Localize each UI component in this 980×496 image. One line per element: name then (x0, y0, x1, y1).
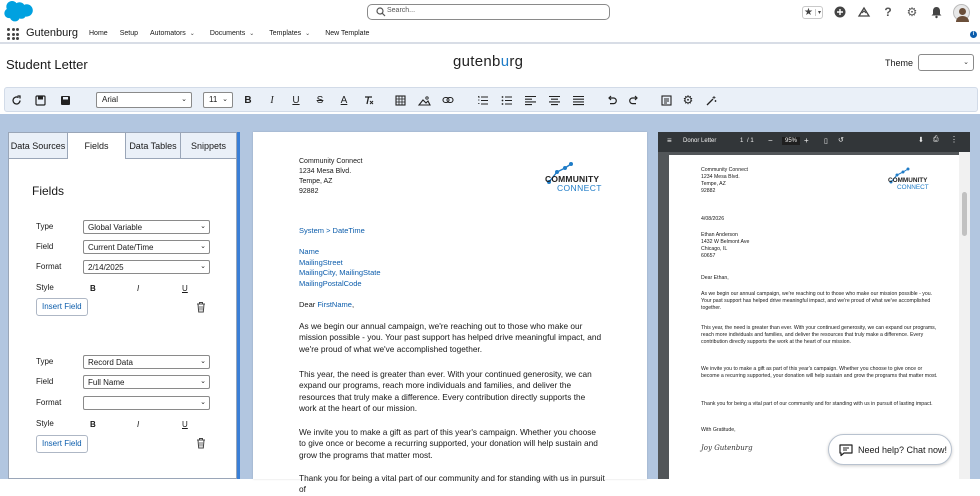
org-address (299, 157, 362, 197)
panel-scrollbar[interactable] (237, 132, 240, 479)
chevron-down-icon: ⌄ (200, 243, 206, 250)
fields-panel (8, 132, 237, 479)
recipient-address-merge (299, 247, 381, 290)
format-select[interactable] (83, 396, 210, 410)
chevron-down-icon: ⌄ (222, 96, 228, 103)
bold-icon[interactable]: B (244, 94, 252, 106)
field-value: Current Date/Time (88, 243, 154, 252)
app-launcher-icon[interactable] (7, 28, 19, 40)
tab-label: Snippets (190, 140, 227, 151)
pdf-toolbar (658, 132, 970, 152)
recipient-line: 1432 W Belmont Ave (701, 239, 750, 245)
logo-line-2: CONNECT (897, 184, 929, 191)
insert-field-button[interactable] (36, 435, 88, 453)
app-name: Gutenburg (26, 27, 78, 39)
workspace (0, 114, 980, 495)
chevron-down-icon: ⌄ (963, 59, 969, 66)
favorites-group[interactable] (802, 6, 823, 19)
link-icon[interactable] (441, 93, 455, 107)
greeting-suffix: , (351, 300, 355, 309)
trailhead-icon[interactable] (857, 5, 871, 19)
editor-toolbar (4, 87, 978, 112)
font-color-icon[interactable]: A (340, 94, 348, 106)
header-utility-icons (802, 4, 970, 20)
logo-line-1: COMMUNITY (888, 177, 928, 184)
address-line: 92882 (299, 188, 319, 195)
refresh-icon[interactable] (9, 93, 23, 107)
style-underline-button[interactable]: U (182, 420, 188, 429)
page-title: Student Letter (6, 57, 88, 72)
style-underline-button[interactable]: U (182, 284, 188, 293)
nav-item-home[interactable] (89, 30, 108, 37)
letter-paragraph: As we begin our annual campaign, we're reaching out to those who make our mission possible - you. Your past support has helped drive meaningful impact, and we're proud of what we've accomplished together. (299, 321, 602, 354)
insert-field-button[interactable] (36, 298, 88, 316)
tab-label: Data Tables (129, 140, 177, 151)
style-bold-button[interactable]: B (90, 284, 96, 293)
numbered-list-icon[interactable] (475, 93, 489, 107)
chevron-down-icon: ⌄ (200, 378, 206, 385)
notifications-icon[interactable] (929, 5, 943, 19)
address-line: Community Connect (701, 167, 748, 173)
pdf-paragraph: We invite you to make a gift as part of this year's campaign. Whether you choose to give once or become a recurring supported, your donation will help sustain and grow the programs that matter most. (701, 366, 938, 379)
tab-label: Fields (84, 141, 109, 151)
align-left-icon[interactable] (523, 93, 537, 107)
pdf-page-input[interactable]: 1 (740, 138, 744, 144)
type-select[interactable] (83, 220, 210, 234)
field-select[interactable] (83, 375, 210, 389)
address-line: 92882 (701, 188, 716, 194)
template-icon[interactable] (659, 93, 673, 107)
strikethrough-icon[interactable]: S (316, 94, 324, 106)
insert-field-label: Insert Field (42, 302, 82, 311)
pdf-page-total: / 1 (747, 138, 754, 144)
editor-header (0, 46, 980, 84)
pdf-kebab-icon[interactable]: ⋮ (950, 135, 958, 144)
pdf-rotate-icon[interactable]: ↺ (838, 137, 844, 144)
nav-item-templates[interactable] (269, 30, 310, 37)
pdf-preview (658, 132, 970, 479)
letter-paragraph: Thank you for being a vital part of our community and for standing with us in pursuit of (299, 473, 605, 495)
nav-item-automators[interactable] (150, 30, 195, 37)
help-chat-label: Need help? Chat now! (858, 444, 948, 455)
tab-fields[interactable] (68, 133, 126, 159)
info-icon[interactable]: i (970, 31, 977, 38)
nav-item-label: Templates (269, 30, 302, 37)
salesforce-logo[interactable] (4, 2, 34, 23)
address-line: Tempe, AZ (701, 181, 726, 187)
justify-icon[interactable] (571, 93, 585, 107)
tab-label: Data Sources (10, 140, 66, 151)
app-navigation-bar (0, 24, 980, 44)
gutenburg-logo (453, 53, 523, 70)
undo-icon[interactable] (604, 93, 618, 107)
letter-paragraph: This year, the need is greater than ever. With your continued generosity, we can expand our programs, reach more individuals and families, and deliver the resources that truly make a difference. Every contribution directly supports the work at the heart of our mission. (299, 369, 592, 414)
pdf-scrollbar-thumb[interactable] (962, 192, 967, 236)
greeting (299, 300, 354, 310)
panel-heading: Fields (32, 184, 65, 198)
recipient-line: 60657 (701, 253, 716, 259)
format-select[interactable] (83, 260, 210, 274)
type-label: Type (36, 222, 54, 231)
table-icon[interactable] (393, 93, 407, 107)
chat-icon (839, 444, 853, 456)
global-search[interactable] (367, 4, 610, 20)
gear-icon[interactable]: ⚙ (906, 5, 918, 19)
pdf-zoom-in-icon[interactable]: + (804, 136, 809, 145)
style-italic-button[interactable]: I (137, 420, 140, 429)
pdf-fit-icon[interactable]: ▯ (824, 138, 828, 145)
pdf-signature: Joy Gutenburg (701, 444, 753, 452)
pdf-date: 4/08/2026 (701, 216, 725, 222)
theme-label: Theme (885, 58, 914, 68)
merge-field[interactable]: MailingPostalCode (299, 279, 362, 289)
style-bold-button[interactable]: B (90, 420, 96, 429)
field-label: Field (36, 242, 54, 251)
date-merge-field[interactable]: System > DateTime (299, 226, 365, 235)
format-value: 2/14/2025 (88, 263, 124, 272)
logo-text-part2: rg (509, 53, 524, 70)
recipient-line: Ethan Anderson (701, 232, 738, 238)
merge-field[interactable]: Name (299, 247, 320, 256)
insert-field-label: Insert Field (42, 439, 82, 448)
recipient-line: Chicago, IL (701, 246, 728, 252)
pdf-closing: With Gratitude, (701, 427, 736, 433)
nav-item-new-template[interactable] (325, 30, 369, 37)
help-chat-button[interactable] (828, 434, 952, 465)
trash-icon[interactable] (196, 301, 206, 313)
pdf-menu-icon[interactable]: ≡ (667, 136, 672, 145)
field-value: Full Name (88, 378, 125, 387)
tab-snippets[interactable] (181, 133, 236, 158)
format-label: Format (36, 262, 62, 271)
pdf-recipient (701, 232, 749, 260)
bulleted-list-icon[interactable] (499, 93, 513, 107)
chevron-down-icon[interactable]: ⌄ (189, 31, 195, 37)
settings-icon[interactable]: ⚙ (682, 93, 694, 107)
underline-icon[interactable]: U (292, 94, 300, 106)
pdf-paragraph: Thank you for being a vital part of our community and for standing with us in pursuit of lasting impact. (701, 401, 933, 407)
theme-select[interactable] (918, 54, 974, 71)
field-label: Field (36, 377, 54, 386)
type-value: Record Data (88, 358, 133, 367)
save-icon[interactable] (33, 93, 47, 107)
chevron-down-icon: ⌄ (200, 223, 206, 230)
community-connect-logo (543, 160, 615, 196)
pdf-org-address (701, 167, 748, 195)
font-size-value: 11 (209, 95, 218, 104)
field-select[interactable] (83, 240, 210, 254)
greeting-prefix: Dear (299, 300, 318, 309)
style-italic-button[interactable]: I (137, 284, 140, 293)
search-placeholder: Search... (387, 7, 416, 14)
style-label: Style (36, 283, 54, 292)
type-select[interactable] (83, 355, 210, 369)
address-line: Community Connect (299, 158, 363, 165)
help-icon[interactable]: ? (884, 5, 892, 19)
community-connect-logo (886, 167, 942, 193)
pdf-print-icon[interactable]: ⎙ (933, 136, 939, 143)
align-center-icon[interactable] (547, 93, 561, 107)
type-label: Type (36, 357, 54, 366)
font-size-select[interactable] (203, 92, 233, 108)
font-family-select[interactable] (96, 92, 192, 108)
pdf-zoom-level[interactable]: 95% (782, 137, 800, 145)
pdf-zoom-out-icon[interactable]: − (768, 136, 773, 145)
address-line: Tempe, AZ (299, 178, 333, 185)
chevron-down-icon: ⌄ (200, 358, 206, 365)
merge-field[interactable]: MailingCity, MailingState (299, 268, 381, 278)
favorites-star-icon[interactable]: ★ (804, 6, 813, 18)
favorites-dropdown-icon[interactable]: ▾ (815, 9, 821, 16)
nav-item-label: Home (89, 30, 108, 37)
nav-item-label: Setup (119, 30, 138, 37)
panel-tabs (9, 133, 236, 159)
chevron-down-icon[interactable]: ⌄ (305, 31, 311, 37)
address-line: 1234 Mesa Blvd. (299, 168, 352, 175)
chevron-down-icon: ⌄ (200, 399, 206, 406)
logo-line-1: COMMUNITY (545, 174, 600, 184)
logo-text-part1: gutenb (453, 53, 501, 70)
nav-items (89, 30, 369, 37)
trash-icon[interactable] (196, 437, 206, 449)
letter-paragraph: We invite you to make a gift as part of this year's campaign. Whether you choose to give once or become a recurring supported, your donation will help sustain and grow the programs that matter most. (299, 427, 598, 460)
italic-icon[interactable]: I (270, 94, 274, 106)
style-label: Style (36, 419, 54, 428)
redo-icon[interactable] (627, 93, 641, 107)
logo-line-2: CONNECT (557, 183, 602, 193)
format-label: Format (36, 398, 62, 407)
type-value: Global Variable (88, 223, 143, 232)
merge-field[interactable]: FirstName (317, 300, 352, 309)
save-as-icon[interactable] (58, 93, 72, 107)
logo-text-accent: u (500, 53, 510, 70)
avatar[interactable] (953, 4, 970, 21)
tab-data-sources[interactable] (9, 133, 68, 158)
merge-field[interactable]: MailingStreet (299, 257, 343, 267)
nav-item-setup[interactable] (120, 30, 138, 37)
search-icon (376, 7, 386, 17)
chevron-down-icon: ⌄ (200, 263, 206, 270)
global-header (0, 0, 980, 24)
nav-item-label: New Template (325, 30, 370, 37)
pdf-paragraph: This year, the need is greater than ever. With your continued generosity, we can expand our programs, reach more individuals and families, and deliver the resources that truly make a difference. Every contribution directly supports the work at the heart of our mission. (701, 325, 937, 345)
address-line: 1234 Mesa Blvd. (701, 174, 740, 180)
nav-item-label: Documents (209, 30, 246, 37)
image-icon[interactable] (417, 93, 431, 107)
nav-item-label: Automators (149, 30, 186, 37)
clear-format-icon[interactable] (361, 93, 375, 107)
chevron-down-icon: ⌄ (181, 96, 187, 103)
font-family-value: Arial (102, 95, 119, 104)
chevron-down-icon[interactable]: ⌄ (249, 31, 255, 37)
pdf-more-icon[interactable]: ⬇ (918, 137, 924, 144)
nav-item-documents[interactable] (210, 30, 254, 37)
tab-data-tables[interactable] (126, 133, 181, 158)
add-icon[interactable] (833, 5, 847, 19)
magic-wand-icon[interactable] (704, 93, 718, 107)
pdf-paragraph: As we begin our annual campaign, we're reaching out to those who make our mission possible - you. Your past support has helped drive meaningful impact, and we're proud of what we've accomplished together. (701, 291, 933, 311)
document-editor-page[interactable] (253, 132, 647, 495)
pdf-greeting: Dear Ethan, (701, 275, 729, 281)
pdf-file-name: Donor Letter (683, 138, 717, 144)
pdf-scrollbar[interactable] (959, 152, 970, 479)
